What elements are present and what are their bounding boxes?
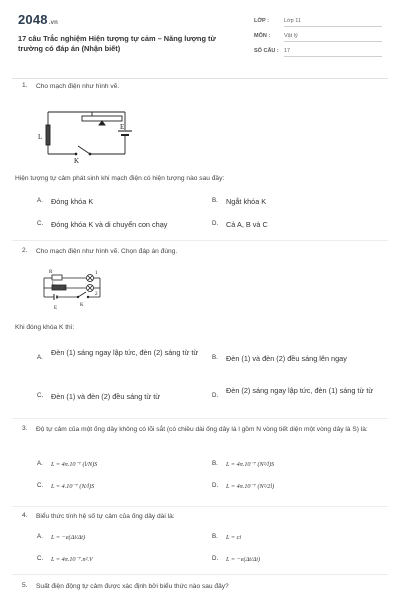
- circuit-figure-1: [38, 98, 138, 164]
- question-follow: Khi đóng khóa K thì:: [15, 324, 75, 331]
- meta-table: [254, 16, 382, 61]
- option-label: D.: [212, 220, 219, 227]
- question-number: 3.: [22, 425, 28, 432]
- meta-row-count: [254, 46, 382, 61]
- option-text: Đèn (1) và đèn (2) đều sáng từ từ: [51, 392, 161, 401]
- option-label: C.: [37, 220, 44, 227]
- meta-value: Lớp 11: [284, 18, 382, 27]
- logo-suffix: .vn: [48, 20, 59, 26]
- option-label: A.: [37, 354, 43, 361]
- option-formula: L = ci: [226, 534, 242, 541]
- option-formula: L = 4π.10⁻⁷ (N²/l)S: [226, 461, 275, 468]
- meta-key: MÔN :: [254, 33, 271, 39]
- question-number: 5.: [22, 582, 28, 589]
- option-formula: L = 4.10⁻⁷ (N/l)S: [51, 483, 95, 490]
- option-label: C.: [37, 392, 44, 399]
- option-label: B.: [212, 460, 218, 467]
- logo-text: 2048: [18, 12, 48, 27]
- question-divider: [12, 506, 388, 507]
- option-label: D.: [212, 555, 219, 562]
- page-title: 17 câu Trắc nghiệm Hiện tượng tự cảm – Năng lượng từ trường có đáp án (Nhận biết): [18, 34, 216, 53]
- document-header: [18, 10, 382, 72]
- figure-label-2: 2: [95, 292, 98, 297]
- meta-value: Vật lý: [284, 33, 382, 42]
- option-text: Đóng khóa K và di chuyển con chạy: [51, 220, 168, 229]
- option-label: B.: [212, 533, 218, 540]
- question-text: Cho mạch điện như hình vẽ. Chọn đáp án đúng.: [36, 248, 178, 255]
- header-divider: [12, 78, 388, 79]
- figure-label-E: E: [120, 123, 125, 131]
- option-label: A.: [37, 197, 43, 204]
- option-label: B.: [212, 354, 218, 361]
- option-text: Cả A, B và C: [226, 220, 268, 229]
- option-label: D.: [212, 482, 219, 489]
- circuit-figure-2: [40, 264, 106, 316]
- question-text: Cho mạch điện như hình vẽ.: [36, 83, 120, 90]
- figure-label-L: L: [38, 133, 43, 141]
- meta-key: SỐ CÂU :: [254, 48, 279, 54]
- option-text: Đèn (1) và đèn (2) đều sáng lên ngay: [226, 354, 347, 363]
- option-formula: L = 4π.10⁻⁷.n².V: [51, 556, 93, 563]
- option-text: Đèn (1) sáng ngay lập tức, đèn (2) sáng từ từ: [51, 348, 199, 357]
- question-divider: [12, 240, 388, 241]
- option-formula: L = 4π.10⁻⁷ (N²/2l): [226, 483, 275, 490]
- meta-value: 17: [284, 48, 382, 57]
- option-formula: L = 4π.10⁻⁷ (l/N)S: [51, 461, 98, 468]
- question-text: Độ tự cảm của một ống dây không có lõi sắt (có chiều dài ống dây là l gồm N vòng tiết diện một vòng dây là S) là:: [36, 426, 368, 433]
- option-text: Ngắt khóa K: [226, 197, 267, 206]
- question-follow: Hiện tượng tự cảm phát sinh khi mạch điện có hiện tượng nào sau đây:: [15, 175, 225, 182]
- option-text: Đóng khóa K: [51, 197, 94, 206]
- question-number: 4.: [22, 512, 28, 519]
- question-text: Biểu thức tính hệ số tự cảm của ống dây dài là:: [36, 513, 175, 520]
- option-label: A.: [37, 460, 43, 467]
- question-number: 2.: [22, 247, 28, 254]
- figure-label-K: K: [74, 157, 80, 164]
- option-label: C.: [37, 482, 44, 489]
- question-divider: [12, 418, 388, 419]
- question-divider: [12, 574, 388, 575]
- option-formula: L = −e(Δi/Δt): [51, 534, 86, 541]
- site-logo[interactable]: [18, 12, 58, 27]
- question-number: 1.: [22, 82, 28, 89]
- option-label: C.: [37, 555, 44, 562]
- meta-key: LỚP :: [254, 18, 269, 24]
- figure-label-E: E: [54, 306, 58, 311]
- meta-row-class: [254, 16, 382, 31]
- option-label: D.: [212, 392, 219, 399]
- figure-label-R: R: [49, 270, 53, 275]
- meta-row-subject: [254, 31, 382, 46]
- figure-label-1: 1: [95, 271, 98, 276]
- figure-label-K: K: [80, 303, 84, 308]
- option-label: B.: [212, 197, 218, 204]
- figure-label-L: L: [52, 282, 56, 287]
- option-text: Đèn (2) sáng ngay lập tức, đèn (1) sáng từ từ: [226, 386, 374, 395]
- option-formula: L = −e(Δt/Δi): [226, 556, 261, 563]
- option-label: A.: [37, 533, 43, 540]
- question-text: Suất điện động tự cảm được xác định bởi biểu thức nào sau đây?: [36, 583, 229, 590]
